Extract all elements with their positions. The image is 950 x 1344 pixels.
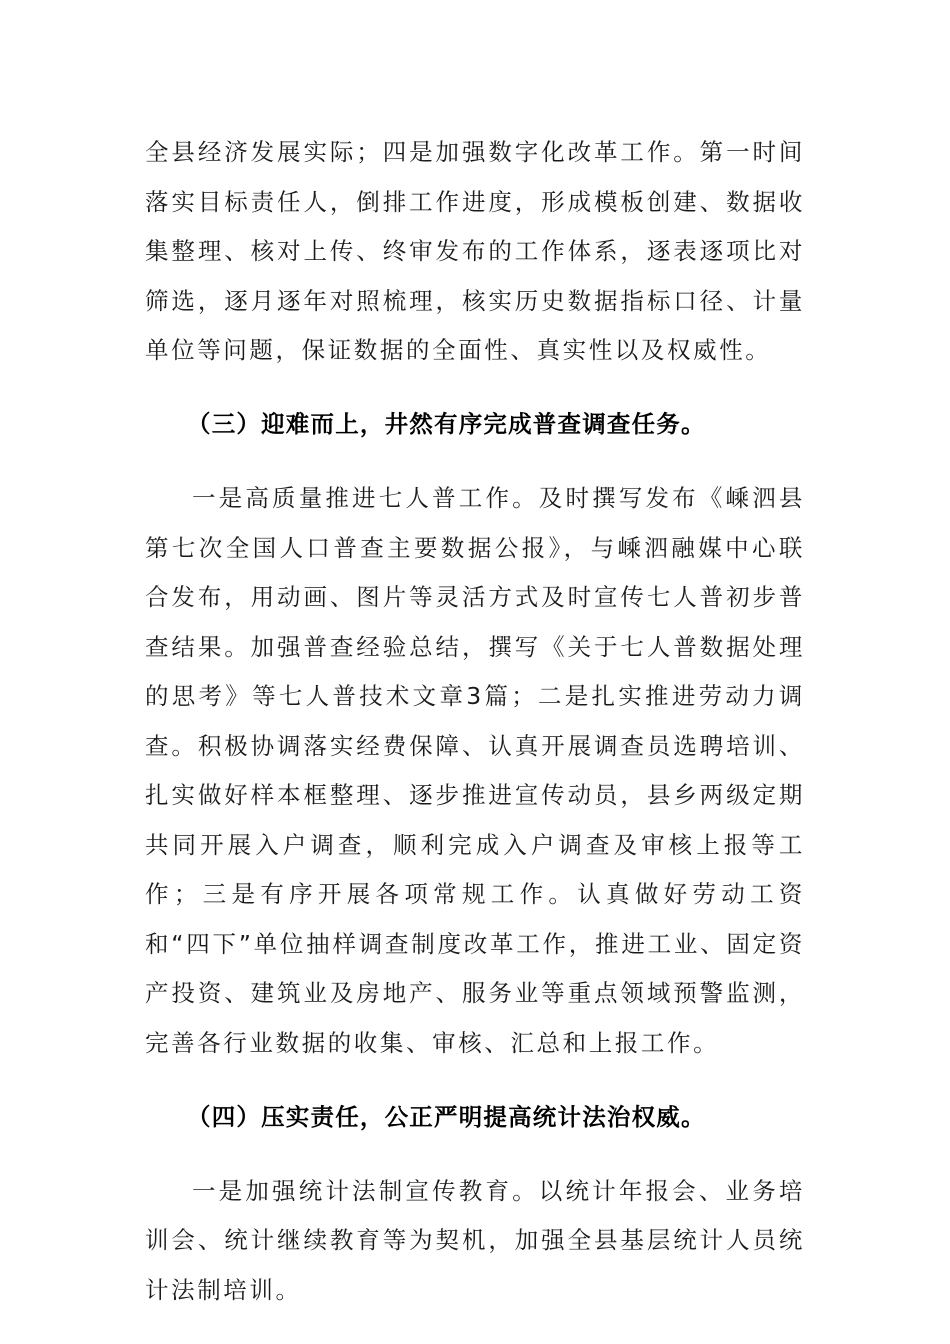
section-heading-rule-of-law: （四）压实责任，公正严明提高统计法治权威。 [187, 1103, 706, 1131]
paragraph-digital-reform: 全县经济发展实际；四是加强数字化改革工作。第一时间落实目标责任人，倒排工作进度，形成模板创建、数据收集整理、核对上传、终审发布的工作体系，逐表逐项比对筛选，逐月逐年对照梳理，核实历史数据指标口径、计量单位等问题，保证数据的全面性、真实性以及权威性。 [145, 138, 805, 364]
paragraph-law-education: 一是加强统计法制宣传教育。以统计年报会、业务培训会、统计继续教育等为契机，加强全县基层统计人员统计法制培训。 [145, 1176, 805, 1304]
section-heading-census: （三）迎难而上，井然有序完成普查调查任务。 [187, 409, 706, 438]
document-body [145, 128, 805, 1315]
paragraph-census-work: 一是高质量推进七人普工作。及时撰写发布《嵊泗县第七次全国人口普查主要数据公报》，与嵊泗融媒中心联合发布，用动画、图片等灵活方式及时宣传七人普初步普查结果。加强普查经验总结，撰写《关于七人普数据处理的思考》等七人普技术文章3篇；二是扎实推进劳动力调查。积极协调落实经费保障、认真开展调查员选聘培训、扎实做好样本框整理、逐步推进宣传动员，县乡两级定期共同开展入户调查，顺利完成入户调查及审核上报等工作；三是有序开展各项常规工作。认真做好劳动工资和“四下”单位抽样调查制度改革工作，推进工业、固定资产投资、建筑业及房地产、服务业等重点领域预警监测，完善各行业数据的收集、审核、汇总和上报工作。 [145, 484, 805, 1057]
